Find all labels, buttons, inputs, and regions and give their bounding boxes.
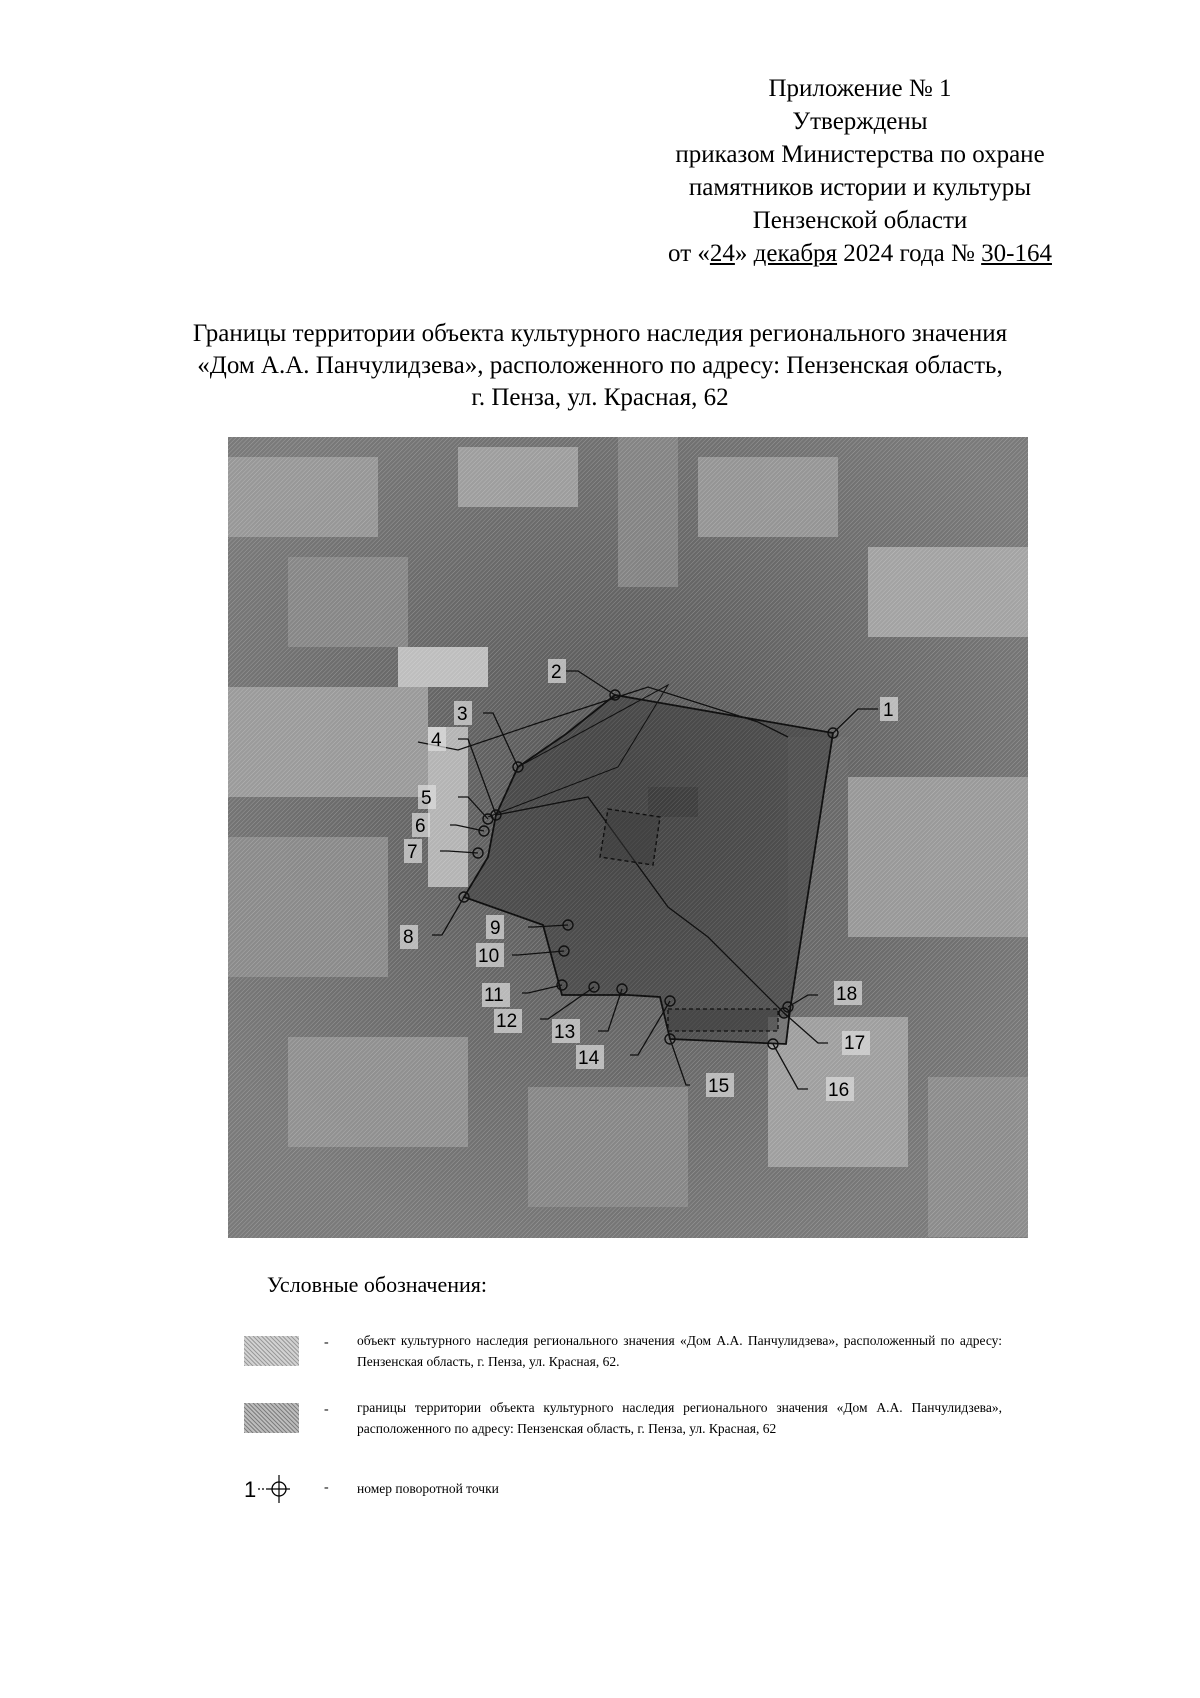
legend-text-territory-boundary: границы территории объекта культурного наследия регионального значения «Дом А.А. Панчулидзева», расположенного по адресу: Пензенская область, г. Пенза, ул. Красная, 62 <box>357 1400 1002 1436</box>
legend-dash: - <box>324 1402 329 1417</box>
point-label-7: 7 <box>407 842 418 863</box>
title-line2: «Дом А.А. Панчулидзева», расположенного по адресу: Пензенская область, <box>197 352 1003 379</box>
point-label-14: 14 <box>578 1048 600 1069</box>
appendix-number: Приложение № 1 <box>768 75 952 102</box>
point-label-12: 12 <box>496 1011 518 1032</box>
date-day: 24 <box>709 240 735 267</box>
point-label-11: 11 <box>484 985 504 1006</box>
date-month: декабря <box>753 240 838 267</box>
order-date-line <box>640 237 1080 270</box>
point-label-3: 3 <box>457 704 468 725</box>
point-label-1: 1 <box>883 700 894 721</box>
order-number: 30-164 <box>981 240 1052 267</box>
document-title <box>100 318 1100 414</box>
title-line3: г. Пенза, ул. Красная, 62 <box>471 384 729 411</box>
point-label-6: 6 <box>415 816 426 837</box>
point-label-16: 16 <box>828 1080 850 1101</box>
map-svg <box>228 437 1028 1238</box>
point-label-9: 9 <box>490 918 501 939</box>
legend-dash: - <box>324 1335 329 1350</box>
order-issuer-line2: памятников истории и культуры <box>688 174 1032 201</box>
heritage-object-swatch <box>244 1336 299 1366</box>
point-label-18: 18 <box>836 984 858 1005</box>
heritage-building <box>600 809 660 865</box>
legend-dash: - <box>324 1480 329 1495</box>
date-prefix: от « <box>668 240 710 267</box>
order-issuer-line3: Пензенской области <box>752 207 968 234</box>
appendix-header <box>640 72 1080 270</box>
territory-boundary-swatch <box>244 1403 299 1433</box>
point-label-10: 10 <box>478 946 500 967</box>
point-label-4: 4 <box>431 730 442 751</box>
title-line1: Границы территории объекта культурного наследия регионального значения <box>192 320 1008 347</box>
approved-label: Утверждены <box>792 108 928 135</box>
point-label-17: 17 <box>844 1033 866 1054</box>
legend-text-heritage-object: объект культурного наследия регионального значения «Дом А.А. Панчулидзева», расположенный по адресу: Пензенская область, г. Пенза, ул. Красная, 62. <box>357 1333 1002 1369</box>
legend-text-turning-point: номер поворотной точки <box>357 1481 499 1496</box>
order-issuer-line1: приказом Министерства по охране <box>675 141 1045 168</box>
point-label-5: 5 <box>421 788 432 809</box>
turning-point-sample-label: 1 <box>244 1477 257 1502</box>
point-label-2: 2 <box>551 662 562 683</box>
date-mid: » <box>734 240 754 267</box>
territory-map <box>228 437 1028 1238</box>
turning-point-symbol-icon <box>244 1471 300 1507</box>
legend-title: Условные обозначения: <box>267 1272 488 1297</box>
date-year: 2024 года № <box>837 240 982 267</box>
point-label-15: 15 <box>708 1076 730 1097</box>
heritage-building-2 <box>668 1009 778 1031</box>
point-label-13: 13 <box>554 1022 576 1043</box>
point-label-8: 8 <box>403 927 414 948</box>
